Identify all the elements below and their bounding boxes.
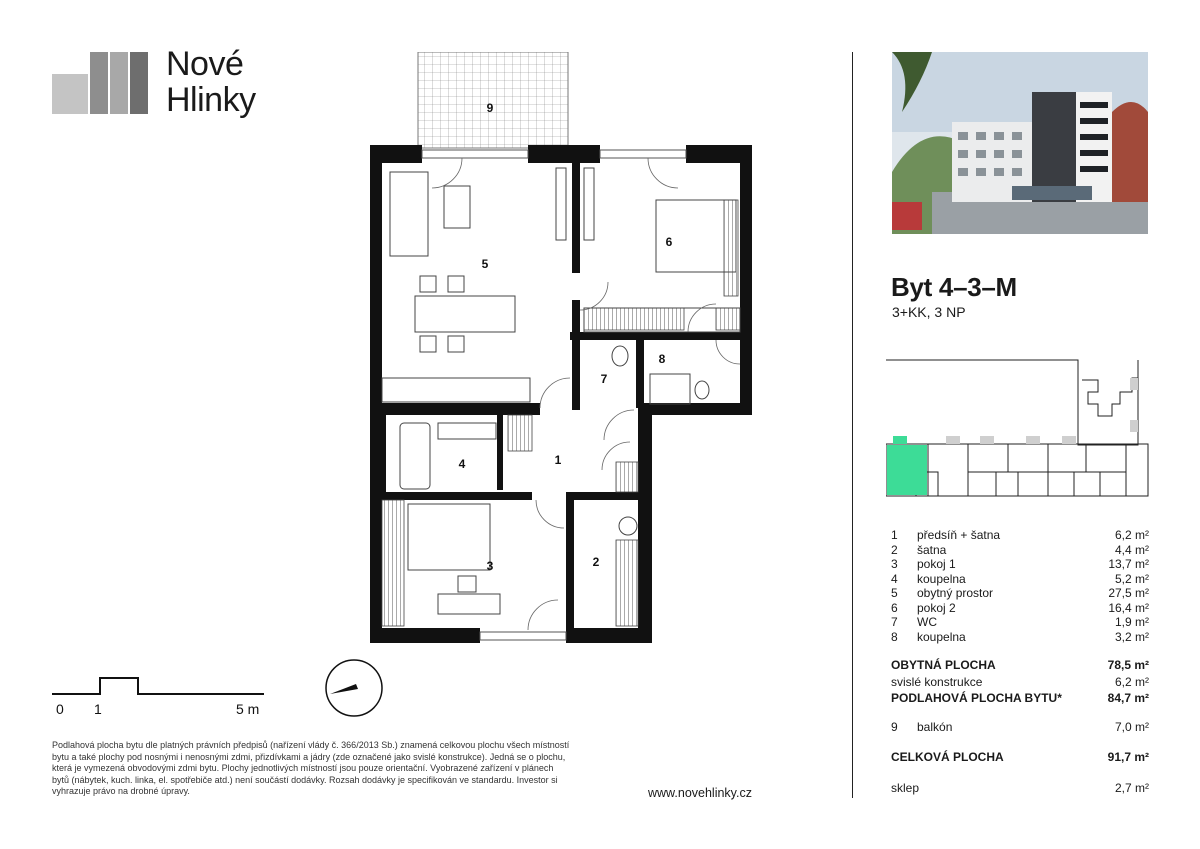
room-area: 13,7 m² xyxy=(1108,557,1149,571)
plan-label-6: 6 xyxy=(665,235,673,249)
room-number: 5 xyxy=(891,586,898,600)
room-row xyxy=(891,543,1149,558)
living-area-value: 78,5 m² xyxy=(1107,658,1149,672)
plan-label-7: 7 xyxy=(600,372,608,386)
scale-five: 5 m xyxy=(236,701,260,717)
room-name: předsíň + šatna xyxy=(917,528,1001,542)
floor-plan xyxy=(360,52,760,652)
room-list xyxy=(891,528,1149,644)
room-area: 4,4 m² xyxy=(1114,542,1149,557)
website-link[interactable]: www.novehlinky.cz xyxy=(648,786,752,800)
total-area-row xyxy=(891,750,1149,765)
room-area: 1,9 m² xyxy=(1114,615,1149,629)
cellar-value: 2,7 m² xyxy=(1114,781,1149,795)
plan-label-5: 5 xyxy=(481,257,489,271)
apartment-title: Byt 4–3–M xyxy=(891,272,1017,302)
plan-label-8: 8 xyxy=(658,352,666,366)
scale-zero: 0 xyxy=(56,701,64,717)
walls-label: svislé konstrukce xyxy=(891,675,983,689)
disclaimer-text: Podlahová plocha bytu dle platných právních předpisů (nařízení vlády č. 366/2013 Sb.) znamená celkovou plochu všech místností bytu a také plochy pod nosnými i nenosnými zdmi, přizdívkami a jádry (zde označené jako svislé konstrukce). Jedná se o plochu, která je vymezená obvodovými zdmi bytu. Plochy jednotlivých místností jsou pouze orientační. Vyobrazené zařízení v plánech bytů (nábytek, kuch. linka, el. spotřebiče atd.) není součástí dodávky. Rozsah dodávky je specifikován ve standardu. Investor si vyhrazuje právo na drobné úpravy. xyxy=(52,740,570,796)
room-number: 1 xyxy=(891,528,898,542)
brand-line1: Nové xyxy=(166,45,244,83)
brand-line2: Hlinky xyxy=(166,81,256,119)
room-area: 27,5 m² xyxy=(1108,586,1149,600)
total-area-label: CELKOVÁ PLOCHA xyxy=(891,750,1004,764)
cellar-row xyxy=(891,781,1149,796)
plan-label-1: 1 xyxy=(554,453,562,467)
room-area: 16,4 m² xyxy=(1108,600,1149,615)
cellar-label: sklep xyxy=(891,781,920,795)
room-name: koupelna xyxy=(917,571,966,586)
room-number: 2 xyxy=(891,542,898,557)
room-row xyxy=(891,601,1149,616)
brand-logo-text xyxy=(166,46,256,118)
room-name: šatna xyxy=(917,542,947,557)
room-row xyxy=(891,528,1149,543)
room-name: pokoj 2 xyxy=(917,600,956,615)
room-number: 6 xyxy=(891,600,898,615)
living-area-label: OBYTNÁ PLOCHA xyxy=(891,658,996,672)
room-number: 7 xyxy=(891,615,898,629)
balcony-row xyxy=(891,720,1149,735)
total-area-value: 91,7 m² xyxy=(1107,750,1149,764)
balcony-number: 9 xyxy=(891,720,898,734)
plan-label-2: 2 xyxy=(592,555,600,569)
room-name: koupelna xyxy=(917,629,966,644)
room-row xyxy=(891,586,1149,601)
key-plan xyxy=(886,358,1150,500)
room-number: 8 xyxy=(891,629,898,644)
floor-area-row xyxy=(891,691,1149,706)
plan-label-9: 9 xyxy=(486,101,494,115)
scale-bar xyxy=(52,672,282,724)
floor-area-label: PODLAHOVÁ PLOCHA BYTU* xyxy=(891,691,1062,705)
room-area: 6,2 m² xyxy=(1114,528,1149,542)
room-number: 3 xyxy=(891,557,898,571)
apartment-subtitle: 3+KK, 3 NP xyxy=(892,304,966,320)
room-name: pokoj 1 xyxy=(917,557,956,571)
north-arrow-icon xyxy=(322,656,386,720)
walls-row xyxy=(891,675,1149,690)
plan-label-4: 4 xyxy=(458,457,466,471)
room-row xyxy=(891,630,1149,645)
room-row xyxy=(891,557,1149,572)
balcony-label: balkón xyxy=(917,720,953,734)
room-row xyxy=(891,572,1149,587)
floor-area-value: 84,7 m² xyxy=(1107,691,1149,705)
key-plan-highlight xyxy=(887,445,927,495)
walls-value: 6,2 m² xyxy=(1114,675,1149,689)
living-area-row xyxy=(891,658,1149,673)
room-row xyxy=(891,615,1149,630)
building-render-image xyxy=(892,52,1148,234)
brand-logo-mark xyxy=(52,52,148,114)
balcony-9 xyxy=(418,52,568,148)
column-divider xyxy=(852,52,853,798)
room-name: WC xyxy=(917,615,937,629)
scale-one: 1 xyxy=(94,701,102,717)
room-area: 5,2 m² xyxy=(1114,571,1149,586)
room-number: 4 xyxy=(891,571,898,586)
room-name: obytný prostor xyxy=(917,586,994,600)
plan-label-3: 3 xyxy=(486,559,494,573)
balcony-value: 7,0 m² xyxy=(1114,720,1149,734)
room-area: 3,2 m² xyxy=(1114,629,1149,644)
